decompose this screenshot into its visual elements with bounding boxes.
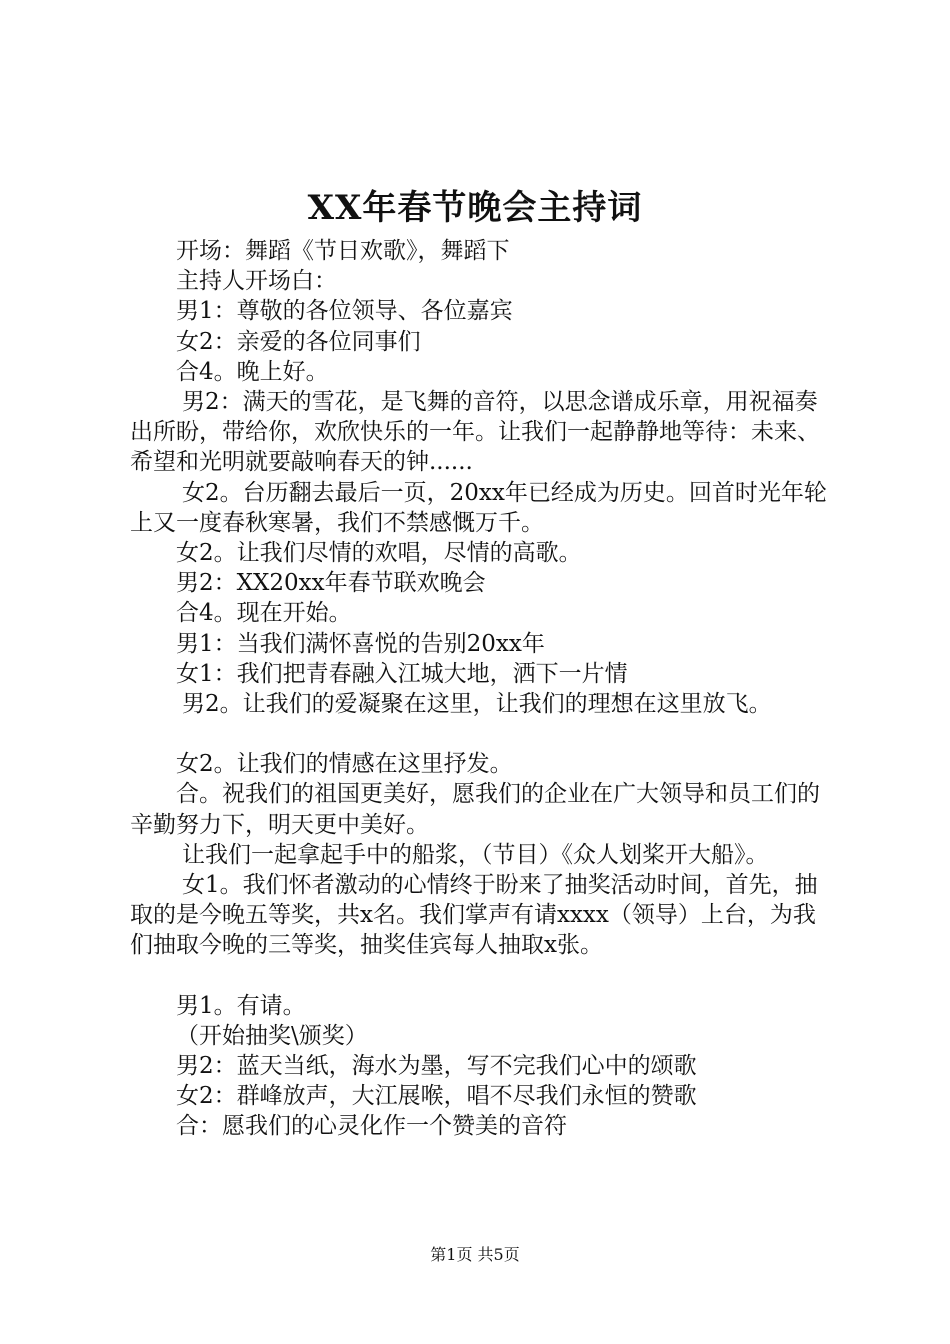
document-body — [130, 236, 830, 1142]
paragraph: 合4。晚上好。 — [176, 358, 329, 385]
paragraph: 让我们一起拿起手中的船浆，（节目）《众人划桨开大船》。 — [182, 841, 769, 868]
paragraph: （开始抽奖\颁奖） — [176, 1022, 368, 1049]
paragraph: 男2：满天的雪花，是飞舞的音符，以思念谱成乐章，用祝福奏出所盼，带给你，欢欣快乐的一年。让我们一起静静地等待：未来、希望和光明就要敲响春天的钟...... — [130, 389, 820, 476]
paragraph: 男2。让我们的爱凝聚在这里，让我们的理想在这里放飞。 — [182, 691, 772, 718]
paragraph: 女1：我们把青春融入江城大地，洒下一片情 — [176, 660, 628, 687]
paragraph: 男1：当我们满怀喜悦的告别20xx年 — [176, 630, 545, 657]
paragraph: 女2。让我们尽情的欢唱，尽情的高歌。 — [176, 540, 582, 567]
paragraph: 女2。让我们的情感在这里抒发。 — [176, 751, 513, 778]
paragraph-gap — [130, 719, 830, 749]
paragraph: 女1。我们怀者激动的心情终于盼来了抽奖活动时间，首先，抽取的是今晚五等奖，共x名。我们掌声有请xxxx（领导）上台，为我们抽取今晚的三等奖，抽奖佳宾每人抽取x张。 — [130, 872, 818, 959]
paragraph: 合：愿我们的心灵化作一个赞美的音符 — [176, 1113, 567, 1140]
paragraph-gap — [130, 961, 830, 991]
paragraph: 女2：亲爱的各位同事们 — [176, 328, 421, 355]
document-title: XX年春节晚会主持词 — [307, 188, 643, 228]
paragraph: 男2：蓝天当纸，海水为墨，写不完我们心中的颂歌 — [176, 1053, 697, 1080]
paragraph: 男1。有请。 — [176, 992, 306, 1019]
paragraph: 主持人开场白： — [176, 268, 337, 295]
paragraph: 男1：尊敬的各位领导、各位嘉宾 — [176, 298, 513, 325]
paragraph: 女2。台历翻去最后一页，20xx年已经成为历史。回首时光年轮上又一度春秋寒暑，我们不禁感慨万千。 — [130, 479, 827, 536]
paragraph: 合4。现在开始。 — [176, 600, 352, 627]
paragraph: 男2：XX20xx年春节联欢晚会 — [176, 570, 486, 597]
page-footer: 第1页 共5页 — [430, 1245, 520, 1264]
paragraph: 合。祝我们的祖国更美好，愿我们的企业在广大领导和员工们的辛勤努力下，明天更中美好。 — [130, 781, 820, 838]
paragraph: 女2：群峰放声，大江展喉，唱不尽我们永恒的赞歌 — [176, 1083, 697, 1110]
paragraph: 开场：舞蹈《节日欢歌》，舞蹈下 — [176, 238, 510, 264]
